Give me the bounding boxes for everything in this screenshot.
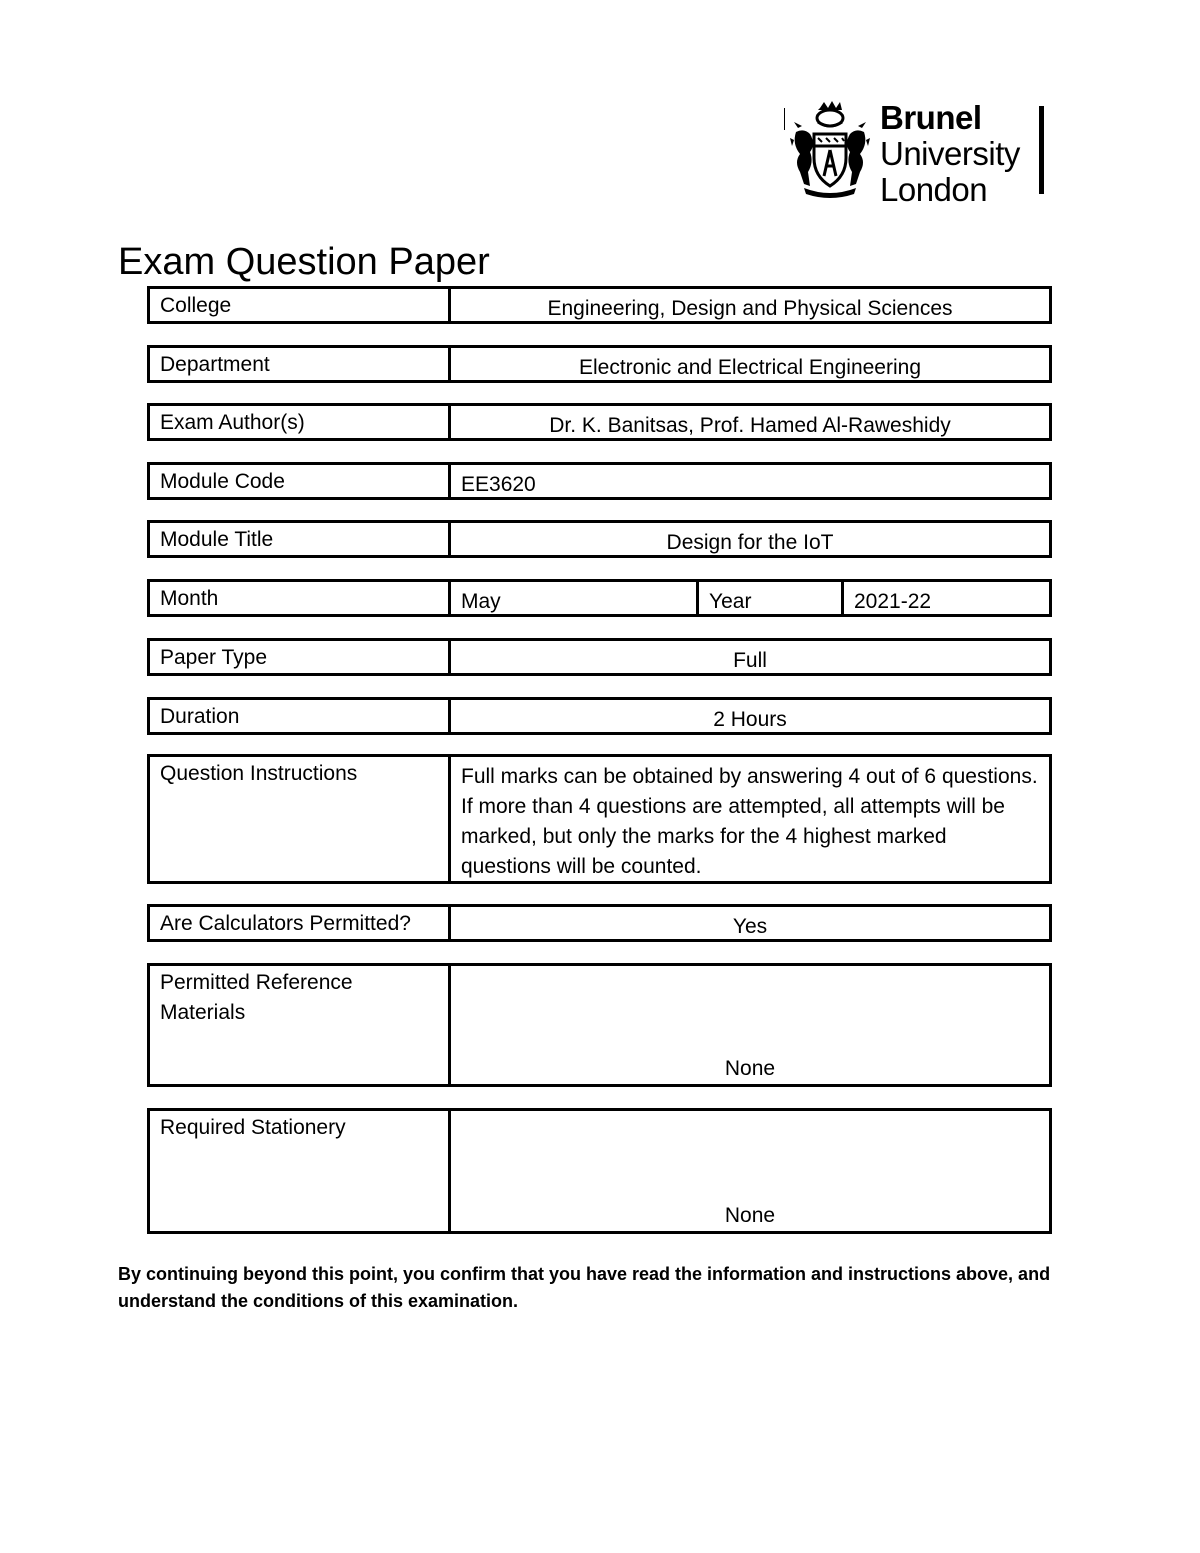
department-label: Department <box>150 348 451 380</box>
module-title-value: Design for the IoT <box>666 531 834 554</box>
duration-row <box>147 697 1052 735</box>
paper-type-value: Full <box>733 649 767 672</box>
authors-row <box>147 403 1052 441</box>
paper-type-label: Paper Type <box>150 641 451 673</box>
instructions-value: Full marks can be obtained by answering 4 out of 6 questions. If more than 4 questions are attempted, all attempts will be marked, but only the marks for the 4 highest marked questions will be counted. <box>461 765 1038 878</box>
year-value: 2021-22 <box>854 590 932 613</box>
confirmation-note: By continuing beyond this point, you confirm that you have read the information and instructions above, and understand the conditions of this examination. <box>118 1264 1051 1311</box>
month-year-row <box>147 579 1052 617</box>
college-value: Engineering, Design and Physical Sciences <box>547 297 953 320</box>
logo-wordmark <box>880 100 1020 208</box>
reference-materials-row <box>147 963 1052 1087</box>
college-row <box>147 286 1052 324</box>
month-value: May <box>451 582 699 614</box>
stationery-row <box>147 1108 1052 1234</box>
module-title-row <box>147 520 1052 558</box>
duration-label: Duration <box>150 700 451 732</box>
reference-materials-value: None <box>724 1057 776 1080</box>
authors-value: Dr. K. Banitsas, Prof. Hamed Al-Raweshidy <box>549 414 951 437</box>
stationery-value: None <box>724 1204 776 1227</box>
department-row <box>147 345 1052 383</box>
instructions-label: Question Instructions <box>150 757 451 881</box>
reference-materials-label: Permitted Reference Materials <box>150 966 451 1084</box>
stationery-label: Required Stationery <box>150 1111 451 1231</box>
page-title: Exam Question Paper <box>118 241 490 283</box>
instructions-row <box>147 754 1052 884</box>
calculators-row <box>147 904 1052 942</box>
college-label: College <box>150 289 451 321</box>
calculators-value: Yes <box>732 915 768 938</box>
logo-line-university: University <box>880 135 1020 172</box>
logo-line-brunel: Brunel <box>880 99 982 136</box>
month-label: Month <box>150 582 451 614</box>
paper-type-row <box>147 638 1052 676</box>
module-title-label: Module Title <box>150 523 451 555</box>
year-label: Year <box>699 582 844 614</box>
brunel-logo <box>780 99 1050 208</box>
module-code-row <box>147 462 1052 500</box>
university-crest-icon <box>790 100 870 200</box>
module-code-label: Module Code <box>150 465 451 497</box>
department-value: Electronic and Electrical Engineering <box>578 356 922 379</box>
authors-label: Exam Author(s) <box>150 406 451 438</box>
module-code-value: EE3620 <box>461 473 536 496</box>
logo-divider-bar <box>1039 106 1044 194</box>
calculators-label: Are Calculators Permitted? <box>150 907 451 939</box>
logo-divider-thin <box>784 108 785 130</box>
duration-value: 2 Hours <box>713 708 787 731</box>
logo-line-london: London <box>880 171 988 208</box>
